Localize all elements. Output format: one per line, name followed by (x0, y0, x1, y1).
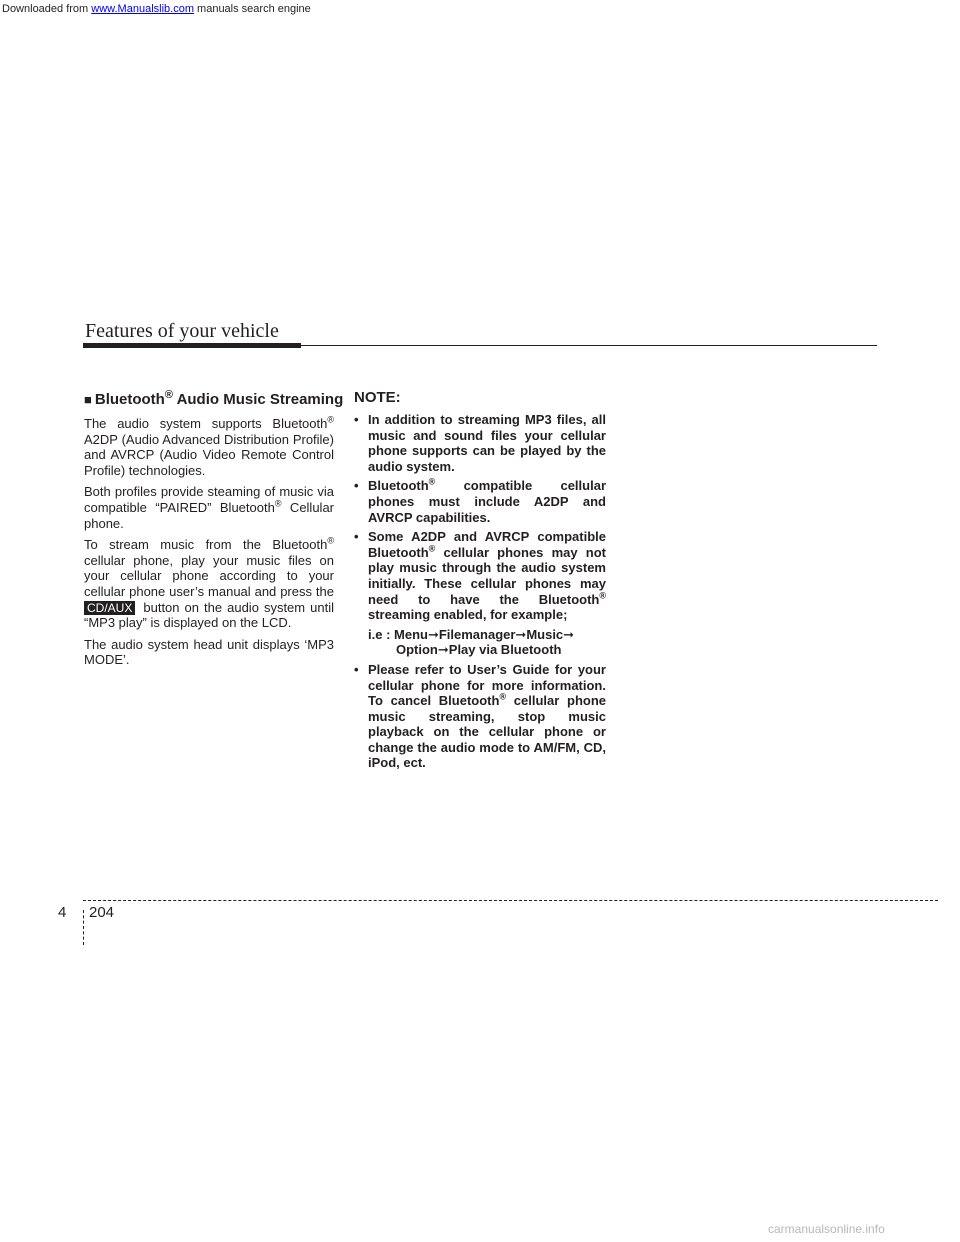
note-item3-text-a: Some A2DP and AVRCP compatible Bluetooth (368, 529, 606, 560)
p1-text-a: The audio system supports Bluetooth (84, 416, 328, 431)
p3-text-a: To stream music from the Bluetooth (84, 537, 328, 553)
note-item2-registered-mark: ® (428, 477, 436, 488)
p1-registered-mark: ® (327, 414, 334, 425)
header-rule-thin (301, 345, 877, 346)
paragraph-stream-instructions (84, 537, 334, 631)
page-header-title: Features of your vehicle (85, 320, 279, 342)
bullet-icon: • (354, 412, 359, 427)
note-item3-registered-mark-2: ® (599, 590, 606, 601)
note-item4-text-b: cellular phone music streaming, stop music playback on the cellular phone or change the audio mode to AM/FM, CD, iPod, ect. (368, 693, 606, 771)
heading-text-2: Audio Music Streaming (172, 391, 344, 408)
menu-path (368, 627, 606, 658)
banner-suffix: manuals search engine (193, 3, 311, 15)
menu-path-line1: i.e : Menu➞Filemanager➞Music➞ (368, 626, 575, 642)
p2-text-b: Cellular phone. (84, 499, 335, 531)
p1-text-b: A2DP (Audio Advanced Distribution Profile) and AVRCP (Audio Video Remote Control Profile) technologies. (84, 431, 334, 478)
note-item3-text-c: streaming enabled, for example; (368, 607, 568, 623)
note-list (354, 412, 606, 623)
note-item-may-not-play (354, 529, 606, 623)
note-item-streaming (354, 412, 606, 474)
note-item2-text-a: Bluetooth (368, 478, 429, 494)
note-item4-text-a: Please refer to User’s Guide for your cellular phone for more information. To cancel Bluetooth (368, 661, 606, 709)
paragraph-profiles (84, 484, 334, 531)
left-column (84, 389, 344, 674)
p3-text-c: button on the audio system until “MP3 play” is displayed on the LCD. (84, 599, 334, 631)
note-item-refer-guide (354, 662, 606, 771)
section-heading (84, 389, 344, 410)
chapter-number: 4 (58, 904, 67, 921)
footer-dashed-rule (83, 900, 938, 901)
note-item3-text-b: cellular phones may not play music through the audio system initially. These cellular phones may need to have the Bluetooth (368, 544, 606, 607)
p2-text-a: Both profiles provide steaming of music via compatible “PAIRED” Bluetooth (84, 484, 334, 515)
note-item-compatible (354, 478, 606, 525)
note-item4-registered-mark: ® (499, 691, 507, 702)
banner-prefix: Downloaded from (2, 3, 92, 15)
menu-path-line2: Option➞Play via Bluetooth (396, 642, 562, 658)
note-item2-text-b: compatible cellular phones must include A2DP and AVRCP capabilities. (368, 478, 606, 525)
note-item1-text: In addition to streaming MP3 files, all music and sound files your cellular phone supports can be played by the audio system. (368, 412, 606, 474)
note-list-continued (354, 662, 606, 771)
page-number: 204 (89, 904, 115, 921)
square-bullet-icon: ■ (84, 392, 92, 407)
bullet-icon: • (354, 661, 359, 677)
heading-text-1: Bluetooth (94, 391, 165, 408)
watermark: carmanualsonline.info (768, 1222, 885, 1236)
bullet-icon: • (354, 478, 359, 494)
paragraph-supports (84, 416, 334, 478)
manualslib-link[interactable]: www.Manualslib.com (91, 3, 194, 15)
heading-registered-mark: ® (164, 389, 173, 401)
header-rule-thick (83, 343, 301, 348)
bullet-icon: • (354, 529, 359, 545)
note-item3-registered-mark: ® (428, 543, 436, 554)
cd-aux-button: CD/AUX (84, 601, 135, 615)
note-heading: NOTE: (354, 389, 401, 406)
right-column (354, 388, 606, 775)
footer-vertical-dashed-rule (83, 910, 84, 945)
download-banner (0, 0, 960, 16)
paragraph-head-unit: The audio system head unit displays ‘MP3 MODE’. (84, 636, 334, 668)
p3-registered-mark: ® (327, 535, 334, 546)
p3-text-b: cellular phone, play your music files on your cellular phone according to your cellular phone user’s manual and press the (84, 552, 334, 599)
p2-registered-mark: ® (274, 498, 282, 509)
